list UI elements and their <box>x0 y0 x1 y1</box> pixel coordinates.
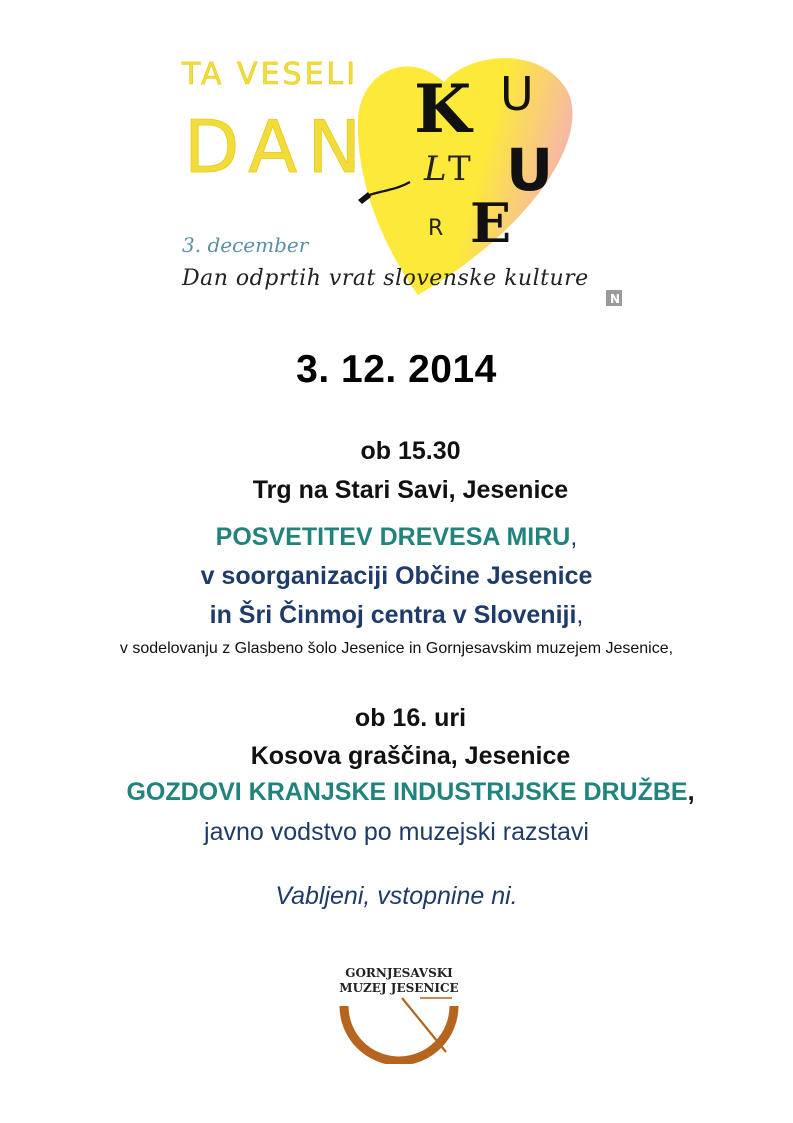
logo-letter-e: E <box>470 191 512 255</box>
logo-letter-l: L <box>424 149 447 189</box>
museum-logo-line2: MUZEJ JESENICE <box>339 981 459 995</box>
logo-letter-t: T <box>448 149 471 189</box>
dan-kulture-logo <box>170 40 630 312</box>
event2-time: ob 16. uri <box>354 704 467 732</box>
logo-letter-r: R <box>428 216 444 241</box>
logo-dan: DAN <box>184 105 372 189</box>
logo-subtitle: Dan odprtih vrat slovenske kulture <box>182 266 589 291</box>
logo-letter-u2: U <box>506 136 554 204</box>
logo-letter-k: K <box>414 70 472 148</box>
invitation-text: Vabljeni, vstopnine ni. <box>275 882 518 910</box>
event2-title-line <box>0 778 793 807</box>
museum-logo <box>336 962 462 1064</box>
event2-description: javno vodstvo po muzejski razstavi <box>204 818 589 846</box>
event1-org-line2-punct: , <box>576 601 584 629</box>
event2-title: GOZDOVI KRANJSKE INDUSTRIJSKE DRUŽBE <box>126 778 688 806</box>
logo-ta-veseli: TA VESELI <box>182 57 359 92</box>
event1-title-punct: , <box>570 523 578 551</box>
event1-title: POSVETITEV DREVESA MIRU <box>215 523 571 551</box>
event1-collaboration: v sodelovanju z Glasbeno šolo Jesenice in Gornjesavskim muzejem Jesenice, <box>119 640 674 657</box>
logo-date: 3. december <box>182 233 309 257</box>
event-date: 3. 12. 2014 <box>296 348 497 391</box>
event1-location: Trg na Stari Savi, Jesenice <box>252 476 569 504</box>
event1-org-line2: in Šri Činmoj centra v Sloveniji <box>209 601 577 629</box>
event2-title-punct: , <box>687 778 695 806</box>
event1-title-line <box>0 523 793 552</box>
event1-org-line1: v soorganizaciji Občine Jesenice <box>200 562 593 590</box>
event1-time: ob 15.30 <box>360 437 461 465</box>
event2-location: Kosova graščina, Jesenice <box>250 742 571 770</box>
museum-logo-line1: GORNJESAVSKI <box>345 966 453 980</box>
event1-org-line2-wrap <box>0 601 793 630</box>
n-badge-text: N <box>610 292 621 306</box>
logo-letter-u1: U <box>500 67 536 121</box>
